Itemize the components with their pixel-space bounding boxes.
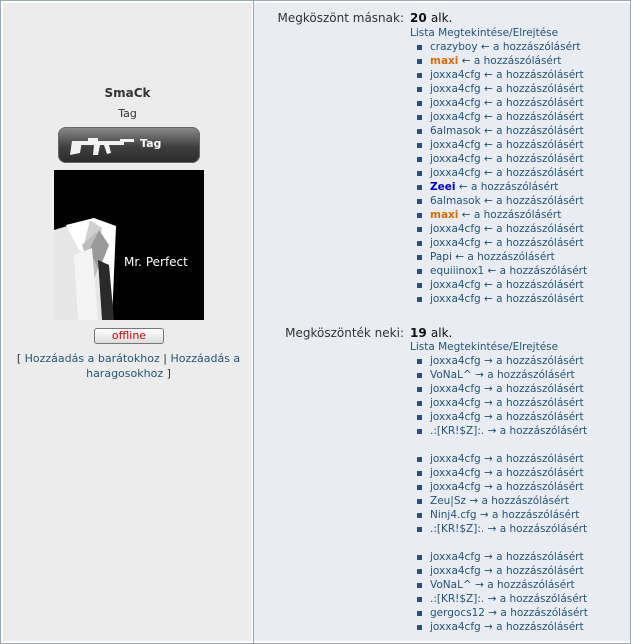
thanks-given-user-link[interactable]: joxxa4cfg [430,69,481,81]
thanks-given-user-link[interactable]: 6almasok [430,195,481,207]
thanks-given-user-link[interactable]: joxxa4cfg [430,97,481,109]
thanks-received-post-link[interactable]: → a hozzászólásért [487,425,588,437]
thanks-given-user-link[interactable]: joxxa4cfg [430,223,481,235]
thanks-received-post-link[interactable]: → a hozzászólásért [484,565,584,577]
thanks-received-user-link[interactable]: joxxa4cfg [430,621,481,633]
avatar-caption: Mr. Perfect [124,255,188,269]
thanks-received-post-link[interactable]: → a hozzászólásért [484,481,584,493]
thanks-received-item [416,382,588,396]
thanks-given-post-link[interactable]: ← a hozzászólásért [484,69,584,81]
thanks-given-post-link[interactable]: ← a hozzászólásért [458,181,559,193]
thanks-received-count [410,326,452,340]
thanks-given-item [416,54,587,68]
thanks-given-user-link[interactable]: 6almasok [430,125,481,137]
thanks-given-user-link[interactable]: joxxa4cfg [430,293,481,305]
thanks-received-item [416,620,588,634]
thanks-given-post-link[interactable]: ← a hozzászólásért [480,41,581,53]
thanks-given-item [416,278,587,292]
thanks-given-count [410,11,452,25]
thanks-given-user-link[interactable]: joxxa4cfg [430,111,481,123]
thanks-given-item [416,292,587,306]
thanks-given-user-link[interactable]: joxxa4cfg [430,83,481,95]
relationship-links [11,351,246,381]
thanks-received-user-link[interactable]: .:[KR!$Z]:. [430,593,485,605]
thanks-received-user-link[interactable]: VoNaL^ [430,369,472,381]
thanks-received-post-link[interactable]: → a hozzászólásért [484,467,584,479]
thanks-received-label [254,326,453,340]
thanks-received-post-link[interactable]: → a hozzászólásért [484,411,584,423]
thanks-given-post-link[interactable]: ← a hozzászólásért [484,83,584,95]
thanks-received-spacer [416,536,588,550]
thanks-given-item [416,138,587,152]
thanks-given-item [416,124,587,138]
thanks-received-label-text: Megköszönték neki: [285,326,404,340]
thanks-given-post-link[interactable]: ← a hozzászólásért [484,279,584,291]
thanks-received-post-link[interactable]: → a hozzászólásért [484,383,584,395]
user-info-panel [3,3,252,641]
thanks-received-item [416,396,588,410]
rifle-icon [68,131,138,159]
thanks-received-user-link[interactable]: Zeu|Sz [430,495,467,507]
thanks-given-user-link[interactable]: joxxa4cfg [430,167,481,179]
thanks-received-user-link[interactable]: joxxa4cfg [430,551,481,563]
bracket-close: ] [166,367,171,380]
thanks-given-user-link[interactable]: Papi [430,251,452,263]
thanks-given-post-link[interactable]: ← a hozzászólásért [484,195,584,207]
bracket-separator: | [163,352,167,365]
thanks-given-post-link[interactable]: ← a hozzászólásért [484,97,584,109]
thanks-given-item [416,166,587,180]
thanks-received-item [416,424,588,438]
thanks-received-item [416,564,588,578]
thanks-received-spacer [416,438,588,452]
thanks-received-item [416,550,588,564]
thanks-given-label-text: Megköszönt másnak: [277,11,404,25]
thanks-given-toggle-link[interactable]: Lista Megtekintése/Elrejtése [410,27,559,39]
thanks-given-item [416,68,587,82]
thanks-given-user-link[interactable]: joxxa4cfg [430,139,481,151]
thanks-given-item [416,152,587,166]
thanks-given-item [416,40,587,54]
thanks-given-item [416,82,587,96]
thanks-received-user-link[interactable]: joxxa4cfg [430,411,481,423]
thanks-received-item [416,368,588,382]
thanks-given-post-link[interactable]: ← a hozzászólásért [484,139,584,151]
thanks-received-post-link[interactable]: → a hozzászólásért [469,495,569,507]
thanks-given-post-link[interactable]: ← a hozzászólásért [484,237,584,249]
thanks-received-item [416,578,588,592]
thanks-given-count-value: 20 [410,11,427,25]
thanks-received-item [416,410,588,424]
thanks-given-list [416,40,587,306]
thanks-given-item [416,222,587,236]
thanks-received-item [416,480,588,494]
thanks-given-post-link[interactable]: ← a hozzászólásért [455,251,555,263]
thanks-given-post-link[interactable]: ← a hozzászólásért [461,55,562,67]
thanks-given-item [416,180,587,194]
thanks-received-user-link[interactable]: joxxa4cfg [430,481,481,493]
thanks-received-user-link[interactable]: gergocs12 [430,607,485,619]
thanks-given-item [416,194,587,208]
username[interactable]: SmaCk [104,86,151,100]
thanks-received-post-link[interactable]: → a hozzászólásért [475,369,575,381]
thanks-given-user-link[interactable]: equiiinox1 [430,265,485,277]
thanks-given-post-link[interactable]: ← a hozzászólásért [484,111,584,123]
thanks-received-post-link[interactable]: → a hozzászólásért [487,523,588,535]
thanks-received-post-link[interactable]: → a hozzászólásért [479,509,580,521]
thanks-received-user-link[interactable]: .:[KR!$Z]:. [430,425,485,437]
thanks-given-item [416,96,587,110]
thanks-received-post-link[interactable]: → a hozzászólásért [475,579,575,591]
thanks-received-post-link[interactable]: → a hozzászólásért [484,355,584,367]
add-enemy-link[interactable]: Hozzáadás a haragosokhoz [86,352,241,380]
thanks-received-item [416,508,588,522]
thanks-panel [254,3,630,641]
thanks-given-post-link[interactable]: ← a hozzászólásért [484,153,584,165]
rank-badge-text: Tag [140,137,162,150]
thanks-received-user-link[interactable]: joxxa4cfg [430,355,481,367]
thanks-given-user-link[interactable]: maxi [430,55,459,67]
thanks-received-item [416,466,588,480]
avatar [54,170,204,320]
thanks-received-post-link[interactable]: → a hozzászólásért [488,607,588,619]
thanks-received-user-link[interactable]: joxxa4cfg [430,565,481,577]
avatar-figure-icon [54,170,204,320]
thanks-received-user-link[interactable]: joxxa4cfg [430,397,481,409]
thanks-received-post-link[interactable]: → a hozzászólásért [484,453,584,465]
thanks-received-user-link[interactable]: VoNaL^ [430,579,472,591]
thanks-received-post-link[interactable]: → a hozzászólásért [484,551,584,563]
thanks-given-user-link[interactable]: maxi [430,209,459,221]
thanks-received-item [416,452,588,466]
thanks-received-item [416,522,588,536]
thanks-received-item [416,494,588,508]
add-friend-link[interactable]: Hozzáadás a barátokhoz [24,352,160,365]
thanks-received-user-link[interactable]: Ninj4.cfg [430,509,477,521]
thanks-given-item [416,250,587,264]
thanks-received-post-link[interactable]: → a hozzászólásért [487,593,588,605]
thanks-received-item [416,606,588,620]
thanks-received-post-link[interactable]: → a hozzászólásért [484,621,584,633]
user-rank: Tag [118,107,137,120]
thanks-given-item [416,110,587,124]
thanks-given-user-link[interactable]: Zeei [430,181,456,193]
thanks-given-post-link[interactable]: ← a hozzászólásért [461,209,562,221]
thanks-received-toggle-link[interactable]: Lista Megtekintése/Elrejtése [410,341,559,353]
thanks-given-post-link[interactable]: ← a hozzászólásért [487,265,588,277]
thanks-given-post-link[interactable]: ← a hozzászólásért [484,293,584,305]
thanks-received-post-link[interactable]: → a hozzászólásért [484,397,584,409]
thanks-given-post-link[interactable]: ← a hozzászólásért [484,125,584,137]
thanks-given-item [416,264,587,278]
thanks-received-user-link[interactable]: joxxa4cfg [430,467,481,479]
thanks-given-user-link[interactable]: joxxa4cfg [430,237,481,249]
thanks-given-post-link[interactable]: ← a hozzászólásért [484,167,584,179]
thanks-received-item [416,354,588,368]
online-status-badge: offline [94,328,164,344]
thanks-received-item [416,592,588,606]
thanks-given-user-link[interactable]: joxxa4cfg [430,279,481,291]
thanks-given-item [416,236,587,250]
thanks-received-user-link[interactable]: joxxa4cfg [430,453,481,465]
thanks-given-user-link[interactable]: joxxa4cfg [430,153,481,165]
thanks-received-user-link[interactable]: joxxa4cfg [430,383,481,395]
thanks-received-unit: alk. [430,326,453,340]
thanks-given-post-link[interactable]: ← a hozzászólásért [484,223,584,235]
thanks-given-user-link[interactable]: crazyboy [430,41,478,53]
thanks-given-label [254,11,453,25]
thanks-received-list [416,354,588,634]
thanks-given-item [416,208,587,222]
thanks-received-count-value: 19 [410,326,427,340]
bracket-open: [ [16,352,22,365]
thanks-given-unit: alk. [430,11,453,25]
rank-badge-image [58,127,200,163]
thanks-received-user-link[interactable]: .:[KR!$Z]:. [430,523,485,535]
